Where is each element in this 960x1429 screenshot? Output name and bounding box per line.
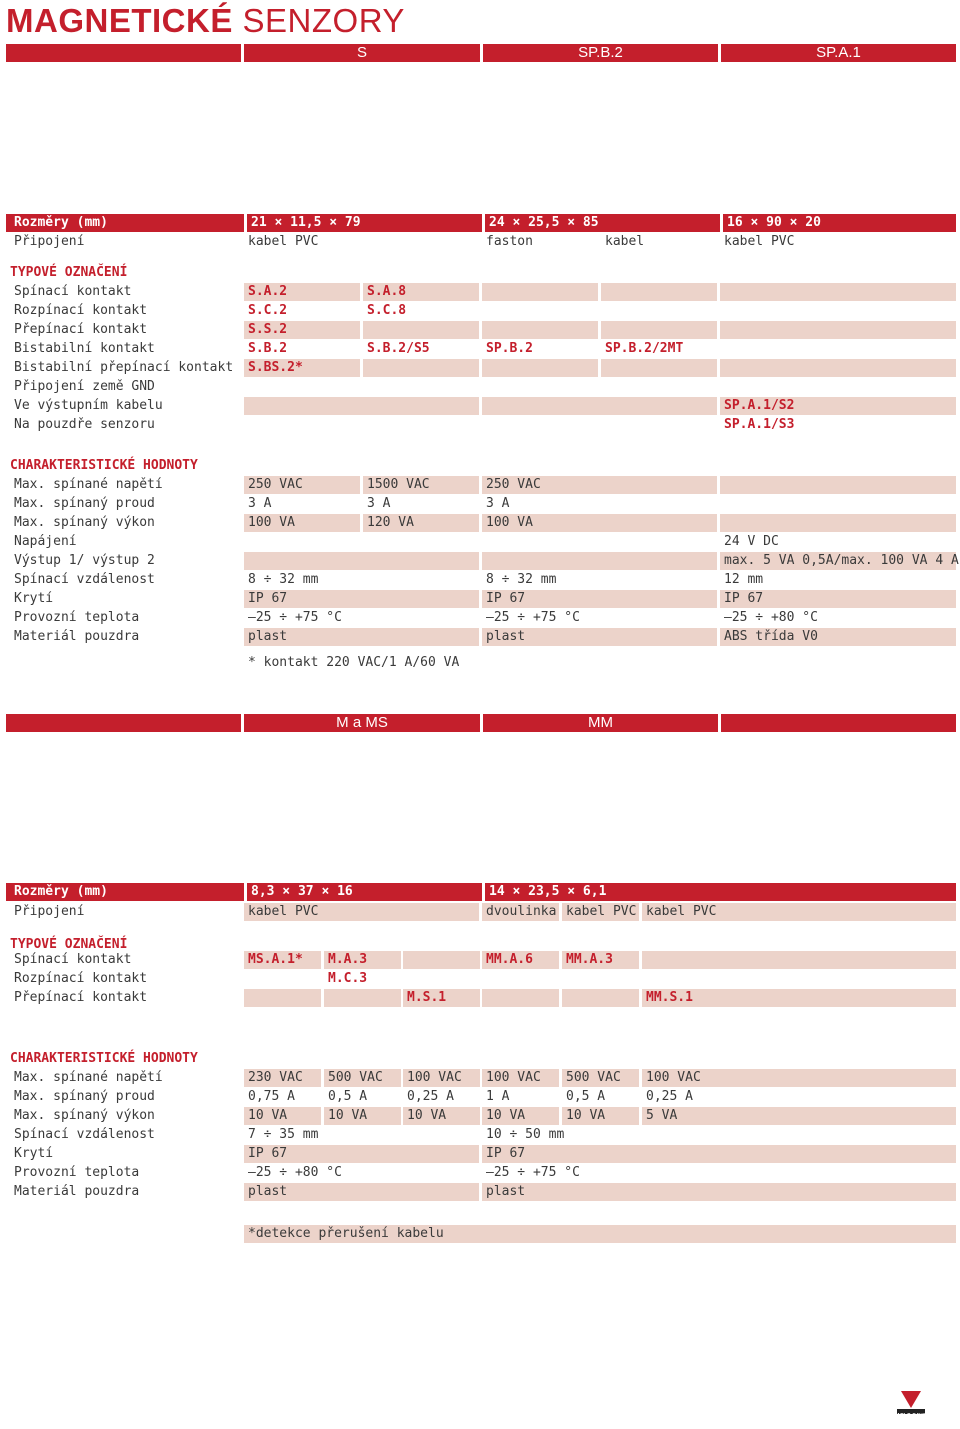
row-label: Max. spínaný výkon xyxy=(14,1108,155,1123)
top-type-1-row xyxy=(6,302,956,320)
row-cell xyxy=(601,283,717,301)
row-cell xyxy=(601,321,717,339)
row-cell: ABS třída V0 xyxy=(720,628,956,646)
top-header-spa1: SP.A.1 xyxy=(721,44,956,62)
row-cell: 10 VA xyxy=(403,1107,480,1125)
bottom-char-2-row xyxy=(6,1107,956,1125)
top-type-6-row xyxy=(6,397,956,415)
dim-mm: 14 × 23,5 × 6,1 xyxy=(482,883,606,901)
bottom-connection-row xyxy=(6,903,956,921)
row-cell xyxy=(601,359,717,377)
row-cell xyxy=(482,359,598,377)
row-cell: S.BS.2* xyxy=(244,359,360,377)
row-cell xyxy=(720,378,956,396)
top-char-0-row xyxy=(6,476,956,494)
row-cell: –25 ÷ +80 °C xyxy=(248,1165,342,1180)
row-cell: MS.A.1* xyxy=(244,951,321,969)
row-cell xyxy=(363,321,479,339)
bottom-char-1-row xyxy=(6,1088,956,1106)
row-cell: M.A.3 xyxy=(324,951,401,969)
row-label: Spínací kontakt xyxy=(14,284,132,299)
title-rest: SENZORY xyxy=(242,2,405,39)
row-cell: 1 A xyxy=(486,1089,510,1104)
row-cell: 3 A xyxy=(367,496,391,511)
row-cell: plast xyxy=(482,628,717,646)
bottom-char-3-row xyxy=(6,1126,956,1144)
row-cell: 100 VA xyxy=(482,514,717,532)
row-label: Max. spínané napětí xyxy=(14,1070,163,1085)
row-cell: 10 ÷ 50 mm xyxy=(486,1127,565,1142)
row-cell xyxy=(482,552,717,570)
row-cell: 0,5 A xyxy=(566,1089,606,1104)
top-type-0-row xyxy=(6,283,956,301)
carlo-gavazzi-logo xyxy=(893,1390,934,1420)
row-cell: IP 67 xyxy=(720,590,956,608)
row-cell xyxy=(482,989,559,1007)
row-cell: plast xyxy=(244,628,479,646)
row-cell: 10 VA xyxy=(324,1107,401,1125)
row-cell xyxy=(244,552,479,570)
row-cell: 100 VAC xyxy=(403,1069,480,1087)
bottom-char-0-row xyxy=(6,1069,956,1087)
row-cell: SP.A.1/S3 xyxy=(724,417,795,432)
bottom-type-1-row xyxy=(6,970,956,988)
row-cell xyxy=(562,989,639,1007)
page-title xyxy=(6,2,405,40)
top-type-5-row xyxy=(6,378,956,396)
row-cell: –25 ÷ +80 °C xyxy=(724,610,818,625)
row-cell xyxy=(562,970,639,988)
row-cell xyxy=(482,416,717,434)
bottom-char-6-row xyxy=(6,1183,956,1201)
bottom-header-mams: M a MS xyxy=(244,714,480,732)
row-label: Max. spínaný výkon xyxy=(14,515,155,530)
row-cell xyxy=(720,302,956,320)
row-cell: 7 ÷ 35 mm xyxy=(248,1127,319,1142)
row-label: Provozní teplota xyxy=(14,610,140,625)
row-cell: M.C.3 xyxy=(328,971,368,986)
row-cell: 100 VAC xyxy=(642,1069,956,1087)
row-cell: S.C.8 xyxy=(367,303,407,318)
row-cell: 12 mm xyxy=(724,572,764,587)
conn-mm-kabel-1: kabel PVC xyxy=(562,903,639,921)
row-label: Krytí xyxy=(14,591,54,606)
row-cell: S.C.2 xyxy=(248,303,288,318)
row-label: Ve výstupním kabelu xyxy=(14,398,163,413)
row-cell: S.B.2/S5 xyxy=(367,341,430,356)
row-label: Rozpínací kontakt xyxy=(14,303,148,318)
row-cell: 3 A xyxy=(486,496,510,511)
logo-text: CARLO GAVAZZI xyxy=(893,1413,934,1419)
bottom-header-blank xyxy=(6,714,241,732)
row-cell: 0,75 A xyxy=(248,1089,295,1104)
conn-mm-dvoulinka: dvoulinka xyxy=(482,903,559,921)
row-cell: IP 67 xyxy=(482,590,717,608)
row-label: Materiál pouzdra xyxy=(14,1184,140,1199)
dim-m: 8,3 × 37 × 16 xyxy=(244,883,353,901)
row-cell xyxy=(482,378,717,396)
row-cell: S.A.2 xyxy=(244,283,360,301)
row-label: Bistabilní kontakt xyxy=(14,341,155,356)
row-cell xyxy=(482,302,598,320)
row-cell: 10 VA xyxy=(482,1107,559,1125)
top-type-7-row xyxy=(6,416,956,434)
row-cell xyxy=(403,951,480,969)
row-cell: IP 67 xyxy=(244,590,479,608)
conn-mm-kabel-2: kabel PVC xyxy=(642,903,956,921)
top-char-section: CHARAKTERISTICKÉ HODNOTY xyxy=(10,458,198,473)
dimensions-label: Rozměry (mm) xyxy=(14,215,108,230)
bottom-char-4-row xyxy=(6,1145,956,1163)
row-cell: plast xyxy=(244,1183,479,1201)
top-type-4-row xyxy=(6,359,956,377)
bottom-char-5-row xyxy=(6,1164,956,1182)
top-char-8-row xyxy=(6,628,956,646)
row-cell: SP.B.2/2MT xyxy=(605,341,684,356)
title-bold: MAGNETICKÉ xyxy=(6,2,233,39)
row-label: Provozní teplota xyxy=(14,1165,140,1180)
row-cell xyxy=(720,340,956,358)
row-label: Materiál pouzdra xyxy=(14,629,140,644)
top-char-7-row xyxy=(6,609,956,627)
row-cell: 10 VA xyxy=(562,1107,639,1125)
conn-s: kabel PVC xyxy=(248,234,319,249)
row-cell xyxy=(244,989,321,1007)
dim-spa1: 16 × 90 × 20 xyxy=(720,214,821,232)
bottom-footnote: *detekce přerušení kabelu xyxy=(248,1226,444,1241)
row-cell xyxy=(482,397,717,415)
row-cell: 120 VA xyxy=(363,514,479,532)
dim-s: 21 × 11,5 × 79 xyxy=(244,214,361,232)
row-label: Bistabilní přepínací kontakt xyxy=(14,360,234,375)
row-cell: S.A.8 xyxy=(363,283,479,301)
row-cell xyxy=(324,989,401,1007)
row-cell xyxy=(403,970,480,988)
row-cell xyxy=(720,321,956,339)
row-cell: max. 5 VA 0,5A/max. 100 VA 4 A xyxy=(720,552,956,570)
top-char-1-row xyxy=(6,495,956,513)
top-type-section: TYPOVÉ OZNAČENÍ xyxy=(10,265,128,280)
row-cell: 1500 VAC xyxy=(363,476,479,494)
connection-label: Připojení xyxy=(14,904,85,919)
top-footnote: * kontakt 220 VAC/1 A/60 VA xyxy=(248,655,460,670)
row-cell xyxy=(720,514,956,532)
row-cell: MM.A.6 xyxy=(482,951,559,969)
conn-spb2-faston: faston xyxy=(486,234,533,249)
row-label: Max. spínaný proud xyxy=(14,496,155,511)
row-label: Připojení země GND xyxy=(14,379,155,394)
bottom-header-blank-2 xyxy=(721,714,956,732)
bottom-dimensions-row xyxy=(6,883,956,901)
top-connection-row xyxy=(6,233,956,251)
row-cell: 250 VAC xyxy=(244,476,360,494)
dim-spb2: 24 × 25,5 × 85 xyxy=(482,214,599,232)
row-cell: MM.A.3 xyxy=(562,951,639,969)
row-cell: SP.A.1/S2 xyxy=(720,397,956,415)
row-label: Napájení xyxy=(14,534,77,549)
row-cell xyxy=(720,283,956,301)
top-type-2-row xyxy=(6,321,956,339)
row-cell xyxy=(482,283,598,301)
row-cell: –25 ÷ +75 °C xyxy=(486,610,580,625)
row-cell xyxy=(244,378,479,396)
row-cell xyxy=(482,321,598,339)
top-type-3-row xyxy=(6,340,956,358)
row-cell xyxy=(482,533,717,551)
row-label: Na pouzdře senzoru xyxy=(14,417,155,432)
top-header-s: S xyxy=(244,44,480,62)
row-cell: 8 ÷ 32 mm xyxy=(248,572,319,587)
row-cell: 0,25 A xyxy=(407,1089,454,1104)
row-label: Přepínací kontakt xyxy=(14,990,148,1005)
row-cell: –25 ÷ +75 °C xyxy=(248,610,342,625)
row-cell: S.S.2 xyxy=(244,321,360,339)
conn-spa1: kabel PVC xyxy=(724,234,795,249)
row-cell: IP 67 xyxy=(244,1145,479,1163)
row-cell: 100 VA xyxy=(244,514,360,532)
conn-spb2-kabel: kabel xyxy=(605,234,645,249)
row-label: Max. spínaný proud xyxy=(14,1089,155,1104)
row-cell: MM.S.1 xyxy=(642,989,956,1007)
row-cell: 3 A xyxy=(248,496,272,511)
row-cell: 500 VAC xyxy=(324,1069,401,1087)
row-cell xyxy=(720,359,956,377)
row-cell xyxy=(363,359,479,377)
top-char-5-row xyxy=(6,571,956,589)
row-cell: 230 VAC xyxy=(244,1069,321,1087)
row-cell xyxy=(720,476,956,494)
row-cell xyxy=(720,495,956,513)
row-cell: 10 VA xyxy=(244,1107,321,1125)
row-cell: M.S.1 xyxy=(403,989,480,1007)
row-label: Rozpínací kontakt xyxy=(14,971,148,986)
top-dimensions-row xyxy=(6,214,956,232)
top-char-3-row xyxy=(6,533,956,551)
row-cell: 24 V DC xyxy=(724,534,779,549)
row-label: Max. spínané napětí xyxy=(14,477,163,492)
top-header-blank xyxy=(6,44,241,62)
bottom-header-mm: MM xyxy=(483,714,718,732)
row-label: Výstup 1/ výstup 2 xyxy=(14,553,155,568)
bottom-type-section: TYPOVÉ OZNAČENÍ xyxy=(10,937,128,952)
row-cell: S.B.2 xyxy=(248,341,288,356)
row-cell: 500 VAC xyxy=(562,1069,639,1087)
row-cell xyxy=(244,533,479,551)
row-cell: 5 VA xyxy=(642,1107,956,1125)
row-cell: IP 67 xyxy=(482,1145,956,1163)
bottom-footnote-bar xyxy=(244,1225,956,1243)
bottom-type-0-row xyxy=(6,951,956,969)
row-cell xyxy=(642,951,956,969)
row-cell xyxy=(244,970,321,988)
row-label: Krytí xyxy=(14,1146,54,1161)
conn-m: kabel PVC xyxy=(244,903,479,921)
row-cell xyxy=(601,302,717,320)
row-cell: 250 VAC xyxy=(482,476,717,494)
row-cell: –25 ÷ +75 °C xyxy=(486,1165,580,1180)
row-cell: 0,25 A xyxy=(646,1089,693,1104)
row-cell: 0,5 A xyxy=(328,1089,368,1104)
bottom-char-section: CHARAKTERISTICKÉ HODNOTY xyxy=(10,1051,198,1066)
row-cell xyxy=(482,970,559,988)
top-char-2-row xyxy=(6,514,956,532)
row-label: Spínací vzdálenost xyxy=(14,1127,155,1142)
dimensions-label: Rozměry (mm) xyxy=(14,884,108,899)
row-cell xyxy=(244,416,479,434)
connection-label: Připojení xyxy=(14,234,85,249)
row-label: Spínací kontakt xyxy=(14,952,132,967)
top-char-6-row xyxy=(6,590,956,608)
bottom-type-2-row xyxy=(6,989,956,1007)
top-header-spb2: SP.B.2 xyxy=(483,44,718,62)
row-cell xyxy=(642,970,956,988)
row-cell: SP.B.2 xyxy=(486,341,533,356)
row-cell: 100 VAC xyxy=(482,1069,559,1087)
row-label: Přepínací kontakt xyxy=(14,322,148,337)
row-label: Spínací vzdálenost xyxy=(14,572,155,587)
row-cell: 8 ÷ 32 mm xyxy=(486,572,557,587)
row-cell xyxy=(244,397,479,415)
row-cell: plast xyxy=(482,1183,956,1201)
top-char-4-row xyxy=(6,552,959,570)
